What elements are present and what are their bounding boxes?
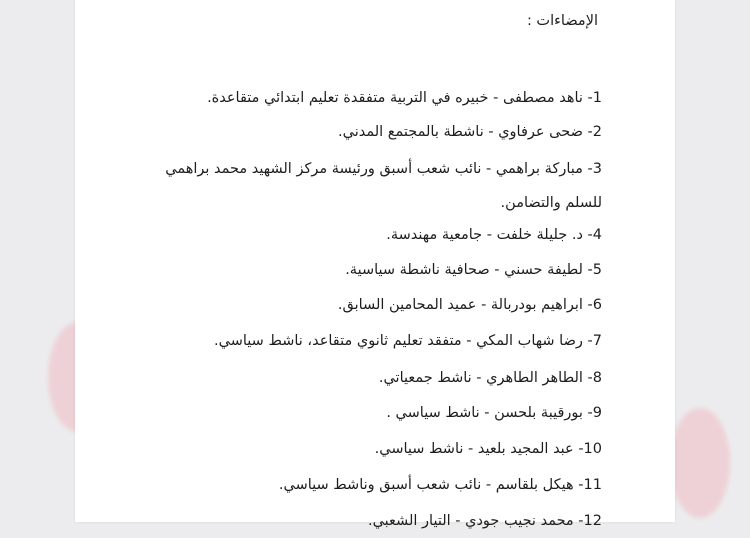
list-item: 1- ناهد مصطفى - خبيره في التربية متفقدة تعليم ابتدائي متقاعدة. xyxy=(207,90,602,106)
list-item: 8- الطاهر الطاهري - ناشط جمعياتي. xyxy=(378,370,602,386)
list-item: 6- ابراهيم بودربالة - عميد المحامين السابق. xyxy=(337,297,602,313)
signatures-heading: الإمضاءات : xyxy=(526,13,598,29)
list-item: 12- محمد نجيب جودي - التيار الشعبي. xyxy=(367,513,602,529)
list-item: 9- بورقيبة بلحسن - ناشط سياسي . xyxy=(386,405,602,421)
list-item: 4- د. جليلة خلفت - جامعية مهندسة. xyxy=(386,227,602,243)
list-item: 3- مباركة براهمي - نائب شعب أسبق ورئيسة مركز الشهيد محمد براهمي للسلم والتضامن. xyxy=(165,161,602,211)
list-item: 7- رضا شهاب المكي - متفقد تعليم ثانوي متقاعد، ناشط سياسي. xyxy=(214,333,602,349)
list-item: 11- هيكل بلقاسم - نائب شعب أسبق وناشط سياسي. xyxy=(278,477,602,493)
list-item: 10- عبد المجيد بلعيد - ناشط سياسي. xyxy=(374,441,602,457)
list-item: 5- لطيفة حسني - صحافية ناشطة سياسية. xyxy=(345,262,602,278)
list-item: 2- ضحى عرفاوي - ناشطة بالمجتمع المدني. xyxy=(338,124,602,140)
decorative-heart-shape xyxy=(670,408,730,518)
